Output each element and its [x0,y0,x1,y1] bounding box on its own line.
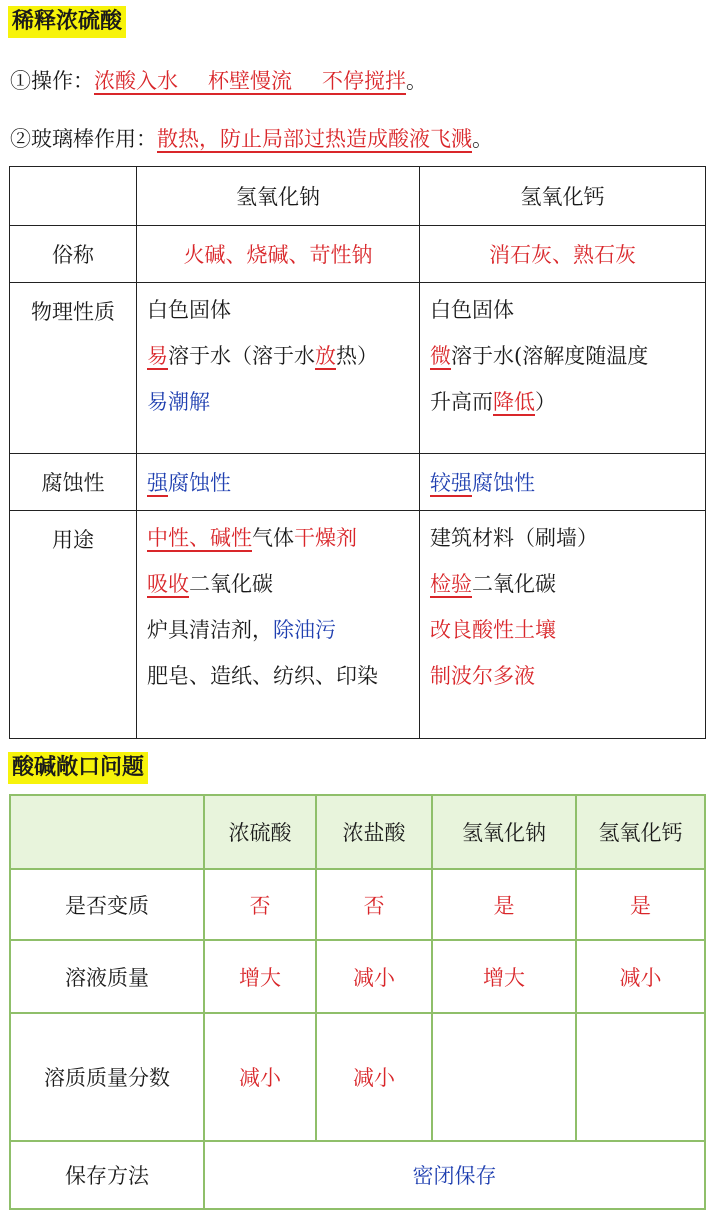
table-cell [432,1013,576,1141]
table2-row-solution-mass [10,940,705,1013]
caoh-use-line1: 建筑材料（刷墙） [430,526,598,550]
table2-header-caoh: 氢氧化钙 [576,795,705,869]
table2-header-row [10,795,705,869]
table1-header-row [10,167,706,226]
table2-row-mass-fraction [10,1013,705,1141]
table1-row-physical [10,283,706,454]
operation-step-1: 浓酸入水 [94,69,178,93]
caoh-uses [420,511,706,739]
table2-header-empty [10,795,204,869]
table-cell: 减小 [576,940,705,1013]
naoh-use-cleaner: 炉具清洁剂， [147,618,273,642]
naoh-phys-line2 [147,335,419,381]
table-cell: 减小 [204,1013,316,1141]
caoh-use-line3: 改良酸性土壤 [430,618,556,642]
caoh-phys-line2 [430,335,705,381]
table-cell: 否 [316,869,432,940]
naoh-use-gas: 气体 [252,526,294,550]
caoh-phys-l3-end: ） [535,390,556,414]
naoh-use-line2 [147,563,419,609]
naoh-use-line3 [147,609,419,655]
table-cell [576,1013,705,1141]
corrosive-label: 腐蚀性 [10,454,137,511]
open-container-table [9,794,706,1210]
section-title-open-container: 酸碱敞口问题 [8,752,148,784]
naoh-use-gas-type: 中性、碱性 [147,526,252,550]
naoh-use-absorb: 吸收 [147,572,189,596]
physical-label: 物理性质 [10,283,137,454]
naoh-use-co2: 二氧化碳 [189,572,273,596]
storage-value: 密闭保存 [204,1141,705,1209]
caoh-physical [420,283,706,454]
table-cell: 否 [204,869,316,940]
naoh-phys-line3: 易潮解 [147,390,210,414]
naoh-uses [137,511,420,739]
operation-end: 。 [406,69,427,93]
row-label: 是否变质 [10,869,204,940]
glass-rod-end: 。 [472,127,493,151]
table1-row-uses [10,511,706,739]
caoh-use-co2: 二氧化碳 [472,572,556,596]
table1-row-common-name [10,226,706,283]
caoh-phys-line1: 白色固体 [430,298,514,322]
table1-header-empty [10,167,137,226]
caoh-solubility-text: 溶于水(溶解度随温度 [451,344,649,368]
caoh-corrosive [420,454,706,511]
caoh-use-test: 检验 [430,572,472,596]
naoh-use-desiccant: 干燥剂 [294,526,357,550]
glass-rod-value: 散热，防止局部过热造成酸液飞溅 [157,127,472,151]
naoh-physical [137,283,420,454]
operation-step-2: 杯壁慢流 [208,69,292,93]
operation-label: ①操作： [10,69,94,93]
caoh-corrosive-text: 腐蚀性 [472,471,535,495]
naoh-corrosive-key: 强 [147,471,168,495]
section-title-dilution: 稀释浓硫酸 [8,6,126,38]
caoh-common-name: 消石灰、熟石灰 [420,226,706,283]
table1-row-corrosive [10,454,706,511]
naoh-heat-text: 热） [336,344,378,368]
uses-label: 用途 [10,511,137,739]
caoh-use-line4: 制波尔多液 [430,664,535,688]
table2-header-naoh: 氢氧化钠 [432,795,576,869]
base-comparison-table [9,166,706,739]
naoh-common-name: 火碱、烧碱、苛性钠 [137,226,420,283]
naoh-corrosive-text: 腐蚀性 [168,471,231,495]
glass-rod-line [10,124,493,154]
operation-steps [94,69,406,95]
table-cell: 增大 [432,940,576,1013]
common-name-label: 俗称 [10,226,137,283]
row-label: 溶质质量分数 [10,1013,204,1141]
operation-line [10,66,427,96]
naoh-use-degrease: 除油污 [273,618,336,642]
storage-label: 保存方法 [10,1141,204,1209]
table-cell: 增大 [204,940,316,1013]
naoh-use-line4: 肥皂、造纸、纺织、印染 [147,664,378,688]
naoh-solubility-key: 易 [147,344,168,368]
operation-step-3: 不停搅拌 [322,69,406,93]
glass-rod-label: ②玻璃棒作用： [10,127,157,151]
caoh-phys-line3 [430,381,705,427]
naoh-corrosive [137,454,420,511]
table2-header-hcl: 浓盐酸 [316,795,432,869]
naoh-solubility-text: 溶于水（溶于水 [168,344,315,368]
naoh-phys-line1: 白色固体 [147,298,231,322]
caoh-phys-l3-a: 升高而 [430,390,493,414]
table-cell: 减小 [316,940,432,1013]
naoh-use-line1 [147,517,419,563]
row-label: 溶液质量 [10,940,204,1013]
caoh-corrosive-key: 较强 [430,471,472,495]
table-cell: 减小 [316,1013,432,1141]
table1-header-naoh: 氢氧化钠 [137,167,420,226]
table2-row-deteriorate [10,869,705,940]
table1-header-caoh: 氢氧化钙 [420,167,706,226]
caoh-phys-l3-key: 降低 [493,390,535,414]
table-cell: 是 [432,869,576,940]
caoh-use-line2 [430,563,705,609]
table2-header-h2so4: 浓硫酸 [204,795,316,869]
caoh-solubility-key: 微 [430,344,451,368]
table-cell: 是 [576,869,705,940]
table2-row-storage [10,1141,705,1209]
naoh-heat-key: 放 [315,344,336,368]
